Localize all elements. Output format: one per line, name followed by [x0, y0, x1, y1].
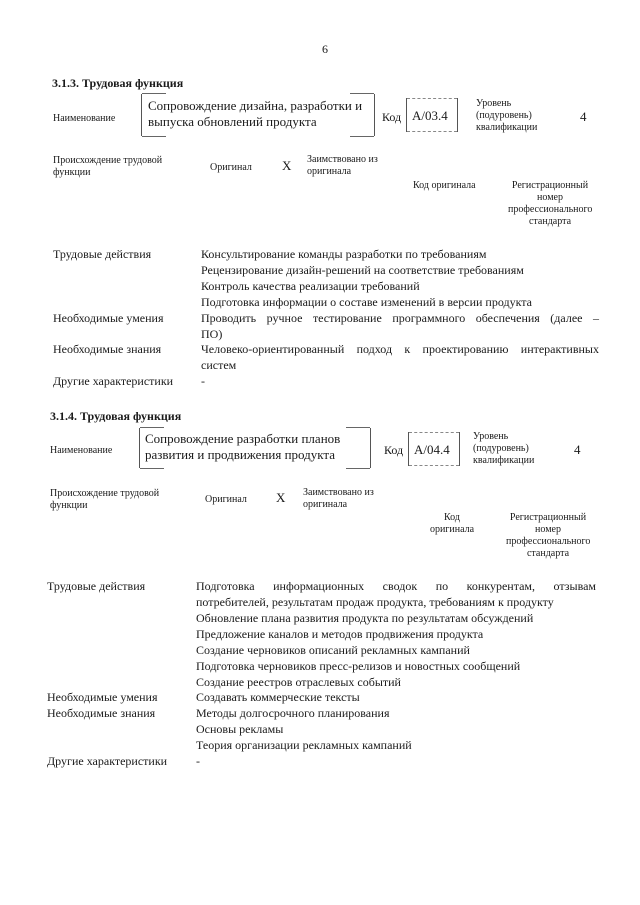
row-label-actions: Трудовые действия [47, 579, 146, 593]
original-mark: X [282, 158, 292, 173]
code-label: Код [382, 110, 402, 124]
code-value: А/04.4 [414, 442, 450, 457]
section-title: 3.1.3. Трудовая функция [52, 76, 184, 90]
level-label-line-3: квалификации [473, 455, 535, 466]
level-value: 4 [574, 442, 581, 457]
skill-line: Создавать коммерческие тексты [196, 690, 360, 704]
original-label: Оригинал [205, 494, 247, 505]
original-label: Оригинал [210, 162, 252, 173]
page-number: 6 [322, 42, 328, 56]
code-box [408, 432, 460, 466]
origin-label-line-1: Происхождение трудовой [53, 155, 163, 166]
other-line: - [196, 754, 200, 768]
reg-number-line-4: стандарта [528, 216, 572, 227]
action-line: Консультирование команды разработки по требованиям [201, 247, 487, 261]
level-label-line-1: Уровень [473, 431, 509, 442]
action-line: Подготовка информационных сводок по конкурентам, отзывам [196, 579, 596, 593]
knowledge-line: систем [201, 358, 237, 372]
action-line: Подготовка черновиков пресс-релизов и новостных сообщений [196, 659, 521, 673]
level-label-line-3: квалификации [476, 122, 538, 133]
skill-line: ПО) [201, 327, 223, 341]
action-line: Создание черновиков описаний рекламных кампаний [196, 643, 470, 657]
code-label: Код [384, 443, 404, 457]
action-line: Контроль качества реализации требований [201, 279, 420, 293]
borrowed-label-line-1: Заимствовано из [307, 154, 378, 165]
origin-label-line-2: функции [50, 500, 88, 511]
row-label-other: Другие характеристики [53, 374, 174, 388]
action-line: потребителей, результатам продаж продукта, требованиям к продукту [196, 595, 554, 609]
knowledge-line: Основы рекламы [196, 722, 284, 736]
level-value: 4 [580, 109, 587, 124]
code-original-line-2: оригинала [429, 524, 475, 535]
row-label-actions: Трудовые действия [53, 247, 152, 261]
reg-number-line-1: Регистрационный [509, 512, 587, 523]
action-line: Подготовка информации о составе изменений в версии продукта [201, 295, 533, 309]
level-label-line-1: Уровень [476, 98, 512, 109]
level-label-line-2: (подуровень) [476, 110, 532, 121]
reg-number-line-4: стандарта [526, 548, 570, 559]
function-name-line-1: Сопровождение разработки планов [145, 431, 341, 446]
level-label-line-2: (подуровень) [473, 443, 529, 454]
row-label-skills: Необходимые умения [47, 690, 158, 704]
function-name-box [141, 94, 375, 136]
other-line: - [201, 374, 205, 388]
row-label-knowledge: Необходимые знания [53, 342, 162, 356]
code-value: А/03.4 [412, 108, 448, 123]
knowledge-line: Теория организации рекламных кампаний [196, 738, 412, 752]
row-label-skills: Необходимые умения [53, 311, 164, 325]
original-mark: X [276, 490, 286, 505]
borrowed-label-line-1: Заимствовано из [303, 487, 374, 498]
action-line: Создание реестров отраслевых событий [196, 675, 401, 689]
reg-number-line-3: профессионального [506, 536, 591, 547]
borrowed-label-line-2: оригинала [303, 499, 348, 510]
row-label-knowledge: Необходимые знания [47, 706, 156, 720]
action-line: Рецензирование дизайн-решений на соответствие требованиям [201, 263, 524, 277]
section-title: 3.1.4. Трудовая функция [50, 409, 182, 423]
action-line: Предложение каналов и методов продвижения продукта [196, 627, 484, 641]
function-name-line-2: выпуска обновлений продукта [148, 114, 317, 129]
origin-label-line-1: Происхождение трудовой [50, 488, 160, 499]
reg-number-line-2: номер [537, 192, 563, 203]
function-name-line-2: развития и продвижения продукта [145, 447, 336, 462]
origin-label-line-2: функции [53, 167, 91, 178]
code-box [406, 98, 458, 132]
skill-line: Проводить ручное тестирование программного обеспечения (далее – [201, 311, 599, 325]
knowledge-line: Человеко-ориентированный подход к проектированию интерактивных [201, 342, 599, 356]
function-name-line-1: Сопровождение дизайна, разработки и [148, 98, 363, 113]
row-label-other: Другие характеристики [47, 754, 168, 768]
name-label: Наименование [53, 113, 116, 124]
code-original-label: Код оригинала [413, 180, 476, 191]
reg-number-line-2: номер [535, 524, 561, 535]
code-original-line-1: Код [444, 512, 460, 523]
knowledge-line: Методы долгосрочного планирования [196, 706, 390, 720]
reg-number-line-3: профессионального [508, 204, 593, 215]
borrowed-label-line-2: оригинала [307, 166, 352, 177]
function-name-box [139, 428, 371, 468]
reg-number-line-1: Регистрационный [511, 180, 589, 191]
action-line: Обновление плана развития продукта по результатам обсуждений [196, 611, 534, 625]
name-label: Наименование [50, 445, 113, 456]
